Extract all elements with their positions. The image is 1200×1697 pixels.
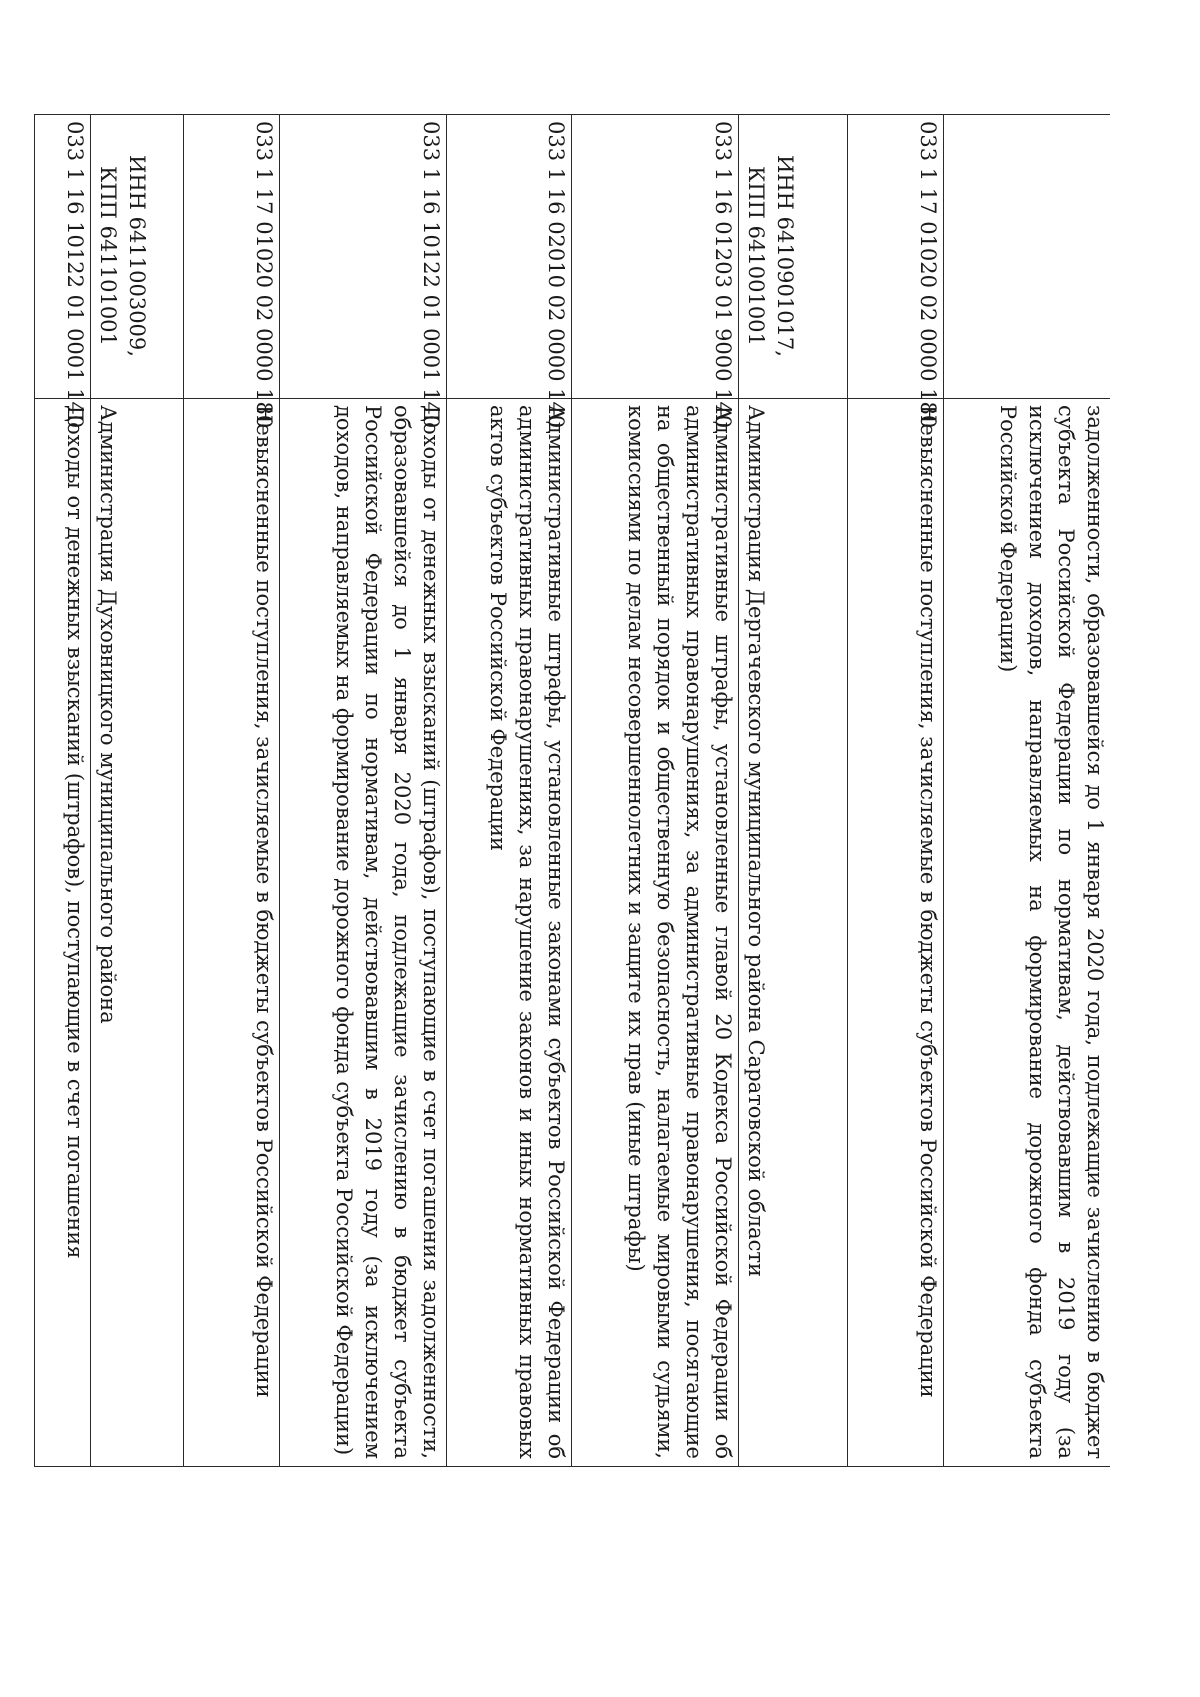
table-row	[848, 115, 944, 1467]
revenue-description-cell: Невыясненные поступления, зачисляемые в бюджеты субъектов Российской Федерации	[848, 399, 944, 1467]
table-row	[90, 115, 184, 1467]
table-row	[943, 115, 1110, 1467]
inn-number: ИНН 6411003009,	[124, 155, 149, 357]
organization-name-cell: Администрация Дергачевского муниципального района Саратовской области	[739, 399, 848, 1467]
kpp-number: КПП 641101001	[95, 166, 120, 346]
revenue-code-cell: 033 1 16 10122 01 0001 140	[35, 115, 91, 399]
inn-number: ИНН 6410901017,	[773, 155, 798, 357]
table-row	[280, 115, 447, 1467]
revenue-code-cell: 033 1 16 01203 01 9000 140	[571, 115, 738, 399]
revenue-description-cell: Доходы от денежных взысканий (штрафов), поступающие в счет погашения	[35, 399, 91, 1467]
table-row	[184, 115, 280, 1467]
revenue-codes-table	[34, 114, 1110, 1467]
revenue-description-cell: задолженности, образовавшейся до 1 января 2020 года, подлежащие зачислению в бюджет субъекта Российской Федерации по нормативам, действовавшим в 2019 году (за исключением доходов, направляемых на формирование дорожного фонда субъекта Российской Федерации)	[943, 399, 1110, 1467]
revenue-code-cell: 033 1 16 02010 02 0000 140	[447, 115, 572, 399]
organization-id-cell	[739, 115, 848, 399]
revenue-description-cell: Административные штрафы, установленные законами субъектов Российской Федерации об административных правонарушениях, за нарушение законов и иных нормативных правовых актов субъектов Российской Федерации	[447, 399, 572, 1467]
revenue-description-cell: Невыясненные поступления, зачисляемые в бюджеты субъектов Российской Федерации	[184, 399, 280, 1467]
table-row	[35, 115, 91, 1467]
table-row	[447, 115, 572, 1467]
revenue-code-cell	[943, 115, 1110, 399]
rotated-document-page	[34, 114, 1110, 1466]
revenue-code-cell: 033 1 16 10122 01 0001 140	[280, 115, 447, 399]
revenue-description-cell: Доходы от денежных взысканий (штрафов), поступающие в счет погашения задолженности, образовавшейся до 1 января 2020 года, подлежащие зачислению в бюджет субъекта Российской Федерации по нормативам, действовавшим в 2019 году (за исключением доходов, направляемых на формирование дорожного фонда субъекта Российской Федерации)	[280, 399, 447, 1467]
revenue-code-cell: 033 1 17 01020 02 0000 180	[184, 115, 280, 399]
organization-name-cell: Администрация Духовницкого муниципального района	[90, 399, 184, 1467]
revenue-code-cell: 033 1 17 01020 02 0000 180	[848, 115, 944, 399]
table-row	[739, 115, 848, 1467]
kpp-number: КПП 641001001	[744, 166, 769, 346]
organization-id-cell	[90, 115, 184, 399]
table-row	[571, 115, 738, 1467]
revenue-description-cell: Административные штрафы, установленные главой 20 Кодекса Российской Федерации об административных правонарушениях, за административные правонарушения, посягающие на общественный порядок и общественную безопасность, налагаемые мировыми судьями, комиссиями по делам несовершеннолетних и защите их прав (иные штрафы)	[571, 399, 738, 1467]
